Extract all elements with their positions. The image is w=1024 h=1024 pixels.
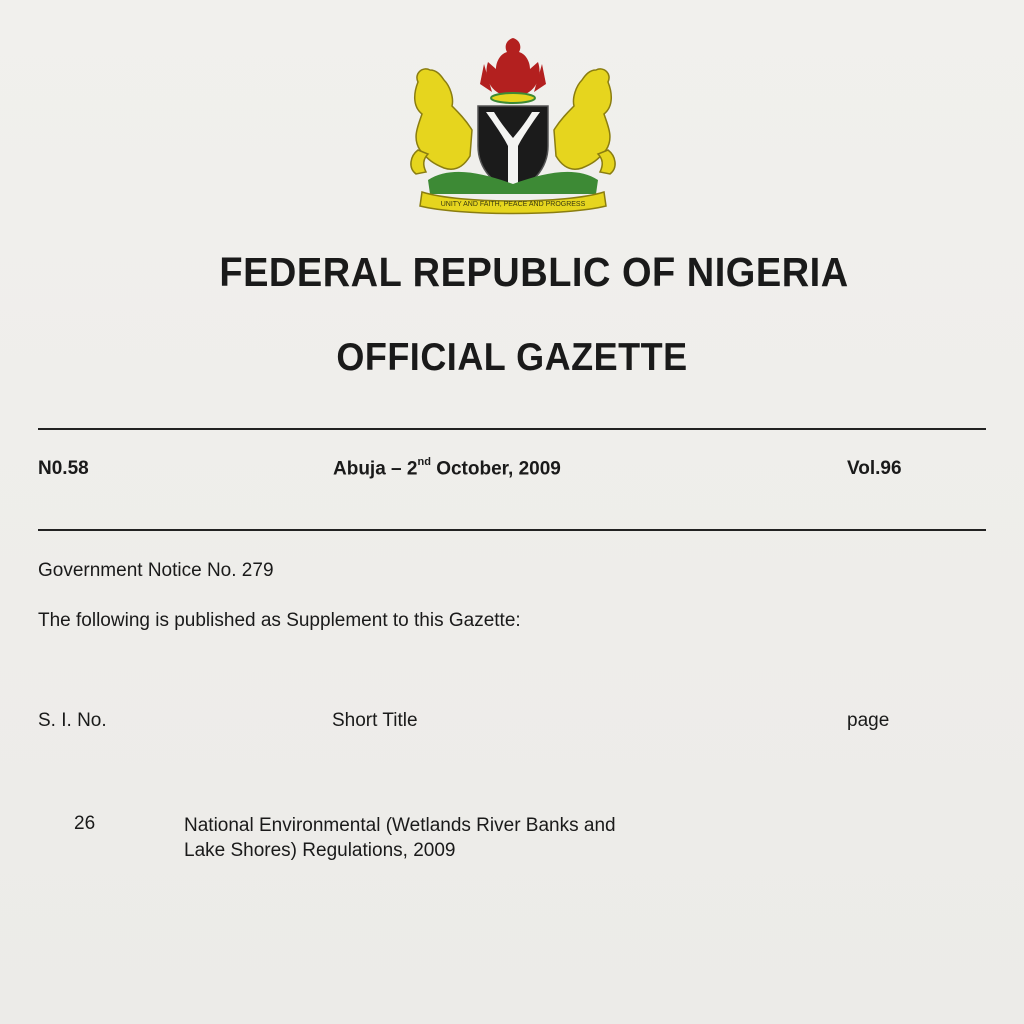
issue-volume: Vol.96: [847, 458, 902, 479]
column-header-page: page: [847, 710, 890, 731]
crest-motto-text: UNITY AND FAITH, PEACE AND PROGRESS: [440, 201, 586, 208]
country-title: FEDERAL REPUBLIC OF NIGERIA: [219, 250, 849, 296]
issue-date-prefix: Abuja – 2: [333, 458, 418, 480]
government-notice-title: Government Notice No. 279: [38, 560, 274, 581]
top-divider: [38, 428, 986, 430]
column-header-short-title: Short Title: [332, 710, 418, 731]
issue-number: N0.58: [38, 458, 89, 479]
column-header-si-no: S. I. No.: [38, 710, 107, 731]
issue-date-rest: October, 2009: [430, 458, 561, 480]
issue-date: [333, 458, 561, 480]
coat-of-arms-emblem: [400, 34, 626, 216]
bottom-divider: [38, 529, 986, 531]
supplement-intro: The following is published as Supplement to this Gazette:: [38, 610, 521, 631]
table-row-si-no: 26: [74, 813, 96, 834]
table-row-short-title: National Environmental (Wetlands River Banks and Lake Shores) Regulations, 2009: [184, 815, 616, 861]
gazette-title: OFFICIAL GAZETTE: [336, 334, 688, 379]
issue-date-ordinal: nd: [417, 456, 431, 468]
